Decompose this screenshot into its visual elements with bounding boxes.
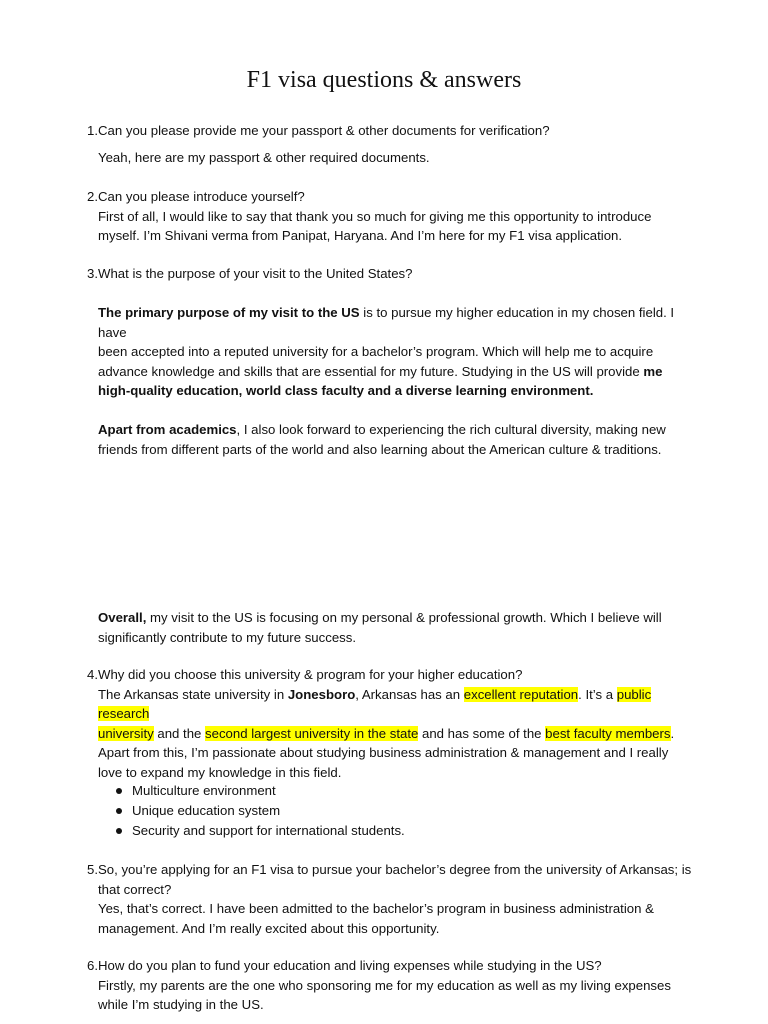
question-6 [80,956,702,1015]
answer-line: significantly contribute to my future success. [98,629,356,645]
list-item: Security and support for international students. [115,821,405,841]
answer-line: Apart from this, I’m passionate about studying business administration & management and I really [98,745,669,760]
answer-line: advance knowledge and skills that are essential for my future. Studying in the US will provide me [98,363,663,379]
answer-line: been accepted into a reputed university for a bachelor’s program. Which will help me to acquire [98,344,654,359]
answer-line: myself. I’m Shivani verma from Panipat, Haryana. And I’m here for my F1 visa application. [98,228,623,243]
answer-line: Apart from academics, I also look forward to experiencing the rich cultural diversity, making new [98,422,666,437]
highlight: public research [98,686,652,721]
highlight: excellent reputation [463,686,579,702]
answer-line: university and the second largest university in the state and has some of the best faculty members. [98,725,675,741]
list-item: Unique education system [115,801,405,821]
answer-line: Firstly, my parents are the one who sponsoring me for my education as well as my living expenses [98,977,671,993]
bold-phrase: Apart from academics [98,422,237,437]
item-number: 3. [87,266,98,281]
answer-line: The Arkansas state university in Jonesboro, Arkansas has an excellent reputation. It’s a public research [98,686,652,721]
answer-line: Overall, my visit to the US is focusing on my personal & professional growth. Which I believe will [98,610,662,625]
answer-line: The primary purpose of my visit to the US is to pursue my higher education in my chosen field. I have [98,305,675,340]
bullet-icon [116,828,122,834]
answer-line: Yes, that’s correct. I have been admitted to the bachelor’s program in business administration & [98,901,654,916]
question-text: What is the purpose of your visit to the United States? [98,266,413,281]
bullet-icon [116,788,122,794]
answer-line: love to expand my knowledge in this field. [98,764,342,780]
item-number: 2. [87,189,98,204]
document-title: F1 visa questions & answers [246,67,522,93]
item-number: 5. [87,862,98,877]
highlight: university [98,725,154,741]
question-text: Can you please introduce yourself? [98,189,305,204]
question-5 [80,860,702,938]
bullet-list [115,781,405,841]
question-3-conclusion [80,608,702,647]
question-1 [80,121,702,167]
question-text: Why did you choose this university & program for your higher education? [98,667,523,682]
question-3 [80,264,702,459]
answer-text: Yeah, here are my passport & other required documents. [98,149,430,165]
bullet-icon [116,808,122,814]
question-text: How do you plan to fund your education and living expenses while studying in the US? [98,958,602,973]
question-text: So, you’re applying for an F1 visa to pursue your bachelor’s degree from the university of Arkansas; is [98,862,692,877]
answer-line: friends from different parts of the world and also learning about the American culture & traditions. [98,441,662,457]
highlight: best faculty members [545,725,671,741]
answer-line: while I’m studying in the US. [98,997,264,1012]
item-number: 4. [87,667,98,682]
question-text: Can you please provide me your passport & other documents for verification? [98,123,550,138]
question-2 [80,187,702,246]
question-4 [80,665,702,782]
bold-phrase: The primary purpose of my visit to the US [98,305,360,320]
item-number: 1. [87,123,98,138]
answer-line: First of all, I would like to say that thank you so much for giving me this opportunity to introduce [98,208,652,224]
highlight: second largest university in the state [205,725,419,741]
bold-phrase: Overall, [98,610,147,625]
item-number: 6. [87,958,98,973]
list-item: Multiculture environment [115,781,405,801]
answer-line: management. And I’m really excited about this opportunity. [98,920,440,936]
bold-phrase: Jonesboro [287,686,356,702]
question-text: that correct? [98,881,172,897]
answer-line: high-quality education, world class faculty and a diverse learning environment. [98,383,594,398]
